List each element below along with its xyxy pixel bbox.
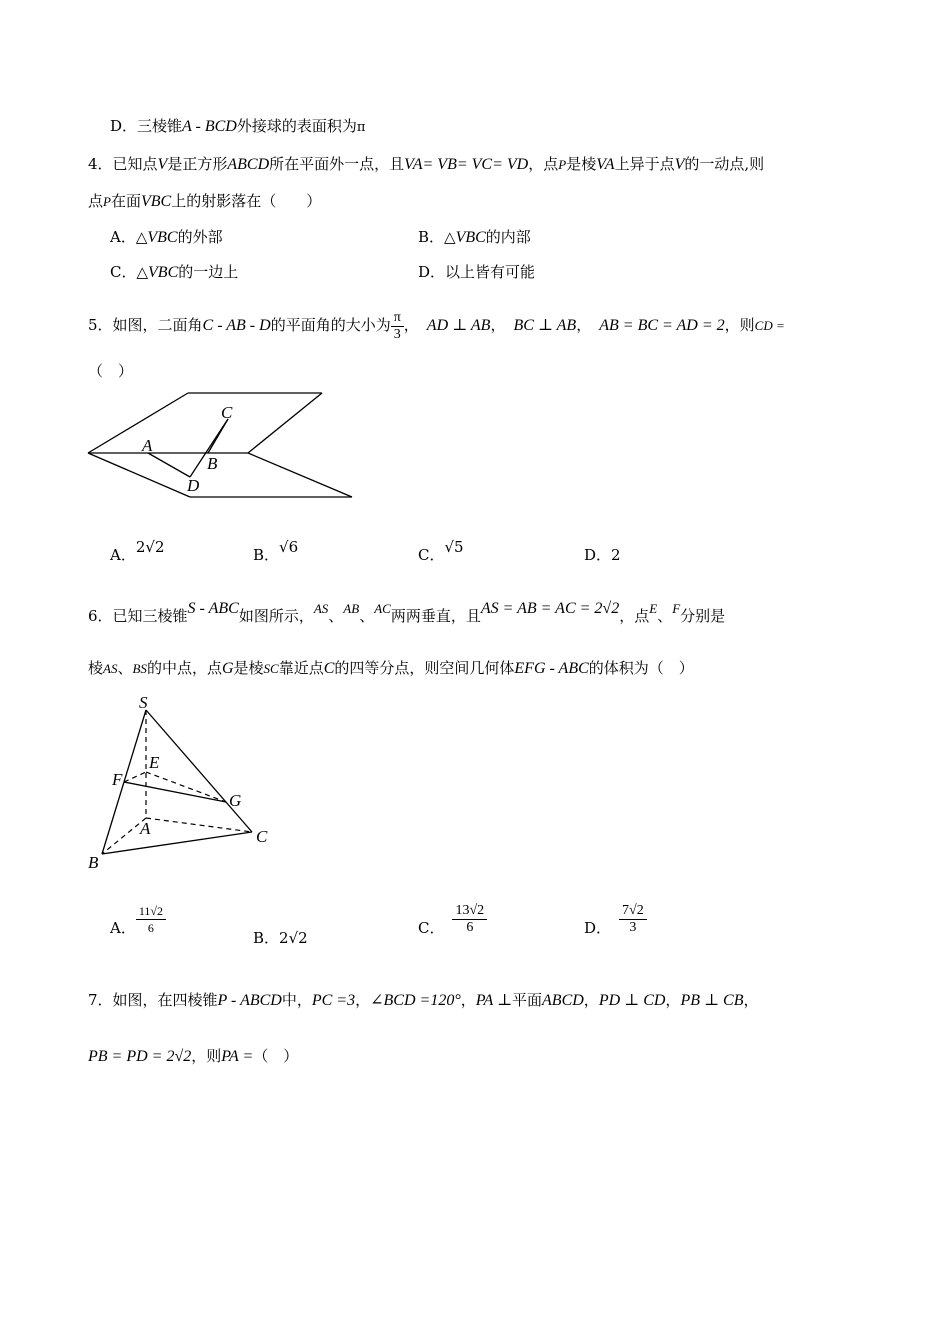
q6-option-a: A． $\frac{11√2}{6}$	[110, 908, 166, 948]
q4-option-c: C．△VBC的一边上	[110, 263, 239, 281]
q4-option-b: B．△VBC的内部	[418, 228, 531, 246]
q4-option-a: A．△VBC的外部	[110, 228, 223, 246]
q6-option-d-fraction: $\frac{7√2}{3}$	[619, 903, 647, 936]
q6-label-c: C	[256, 827, 268, 846]
q6-label-g: G	[229, 791, 242, 810]
q7-stem-line1: 7．如图，在四棱锥P - ABCD中，PC =3，∠BCD =120°，PA ⊥平面ABCD，PD ⊥ CD，PB ⊥ CB，	[88, 991, 759, 1009]
q5-pi-over-3: $\frac{\pi}{3}$	[391, 310, 404, 343]
q5-dihedral-figure	[80, 385, 370, 505]
q5-option-d: D．2	[584, 546, 621, 564]
q5-option-c: C．√5	[418, 538, 464, 564]
q5-option-b: B．√6	[253, 538, 299, 564]
q6-option-b: B．2√2	[253, 929, 308, 947]
q6-label-a: A	[140, 819, 151, 838]
q5-upper-plane-right-edge	[248, 393, 322, 453]
q5-upper-plane-left-edge	[88, 393, 188, 453]
q5-label-a: A	[142, 436, 153, 455]
q6-stem-line1: 6．已知三棱锥S - ABC如图所示，AS、AB、AC两两垂直，且AS = AB = AC = 2√2，点E、F分别是	[88, 600, 726, 625]
q5-label-b: B	[207, 454, 218, 473]
q7-stem-line2: PB = PD = 2√2，则PA =（ ）	[88, 1047, 299, 1065]
q6-label-f: F	[112, 770, 123, 789]
q6-label-e: E	[149, 753, 160, 772]
q6-option-c: C． $\frac{13√2}{6}$	[418, 908, 487, 948]
q4-stem-line2: 点P在面VBC上的射影落在（ ）	[88, 192, 322, 210]
q5-label-c: C	[221, 403, 233, 422]
q5-segment-cb	[208, 419, 228, 453]
q6-option-a-fraction: $\frac{11√2}{6}$	[136, 903, 166, 936]
q4-option-d: D．以上皆有可能	[418, 263, 536, 281]
q5-paren: （ ）	[88, 362, 134, 380]
q6-label-s: S	[139, 693, 148, 712]
q6-option-d: D． $\frac{7√2}{3}$	[584, 908, 647, 948]
q6-segment-eg	[146, 772, 226, 802]
q6-edge-sc	[146, 710, 252, 832]
q4-stem-line1: 4．已知点V是正方形ABCD所在平面外一点，且VA= VB= VC= VD，点P是棱VA上异于点V的一动点,则	[88, 155, 765, 173]
q6-edge-ac	[146, 818, 252, 832]
q6-stem-line2: 棱AS、BS的中点，点G是棱SC靠近点C的四等分点，则空间几何体EFG - ABC的体积为（ ）	[88, 659, 694, 677]
q5-lower-plane-right-edge	[248, 453, 352, 497]
q5-label-d: D	[187, 476, 200, 495]
q3-option-d: D．三棱锥A - BCD外接球的表面积为π	[110, 117, 366, 135]
q5-lower-plane-left-edge	[88, 453, 190, 497]
q6-label-b: B	[88, 853, 99, 872]
q6-option-c-fraction: $\frac{13√2}{6}$	[452, 903, 487, 936]
q5-option-a: A．2√2	[110, 538, 165, 564]
q6-pyramid-figure	[84, 690, 284, 875]
q5-stem: 5．如图，二面角C - AB - D的平面角的大小为 $\frac{\pi}{3}$ ， AD ⊥ AB， BC ⊥ AB， AB = BC = AD = 2，则CD =	[88, 309, 785, 342]
q5-segment-ad	[148, 453, 190, 477]
q6-segment-fe	[124, 772, 146, 782]
